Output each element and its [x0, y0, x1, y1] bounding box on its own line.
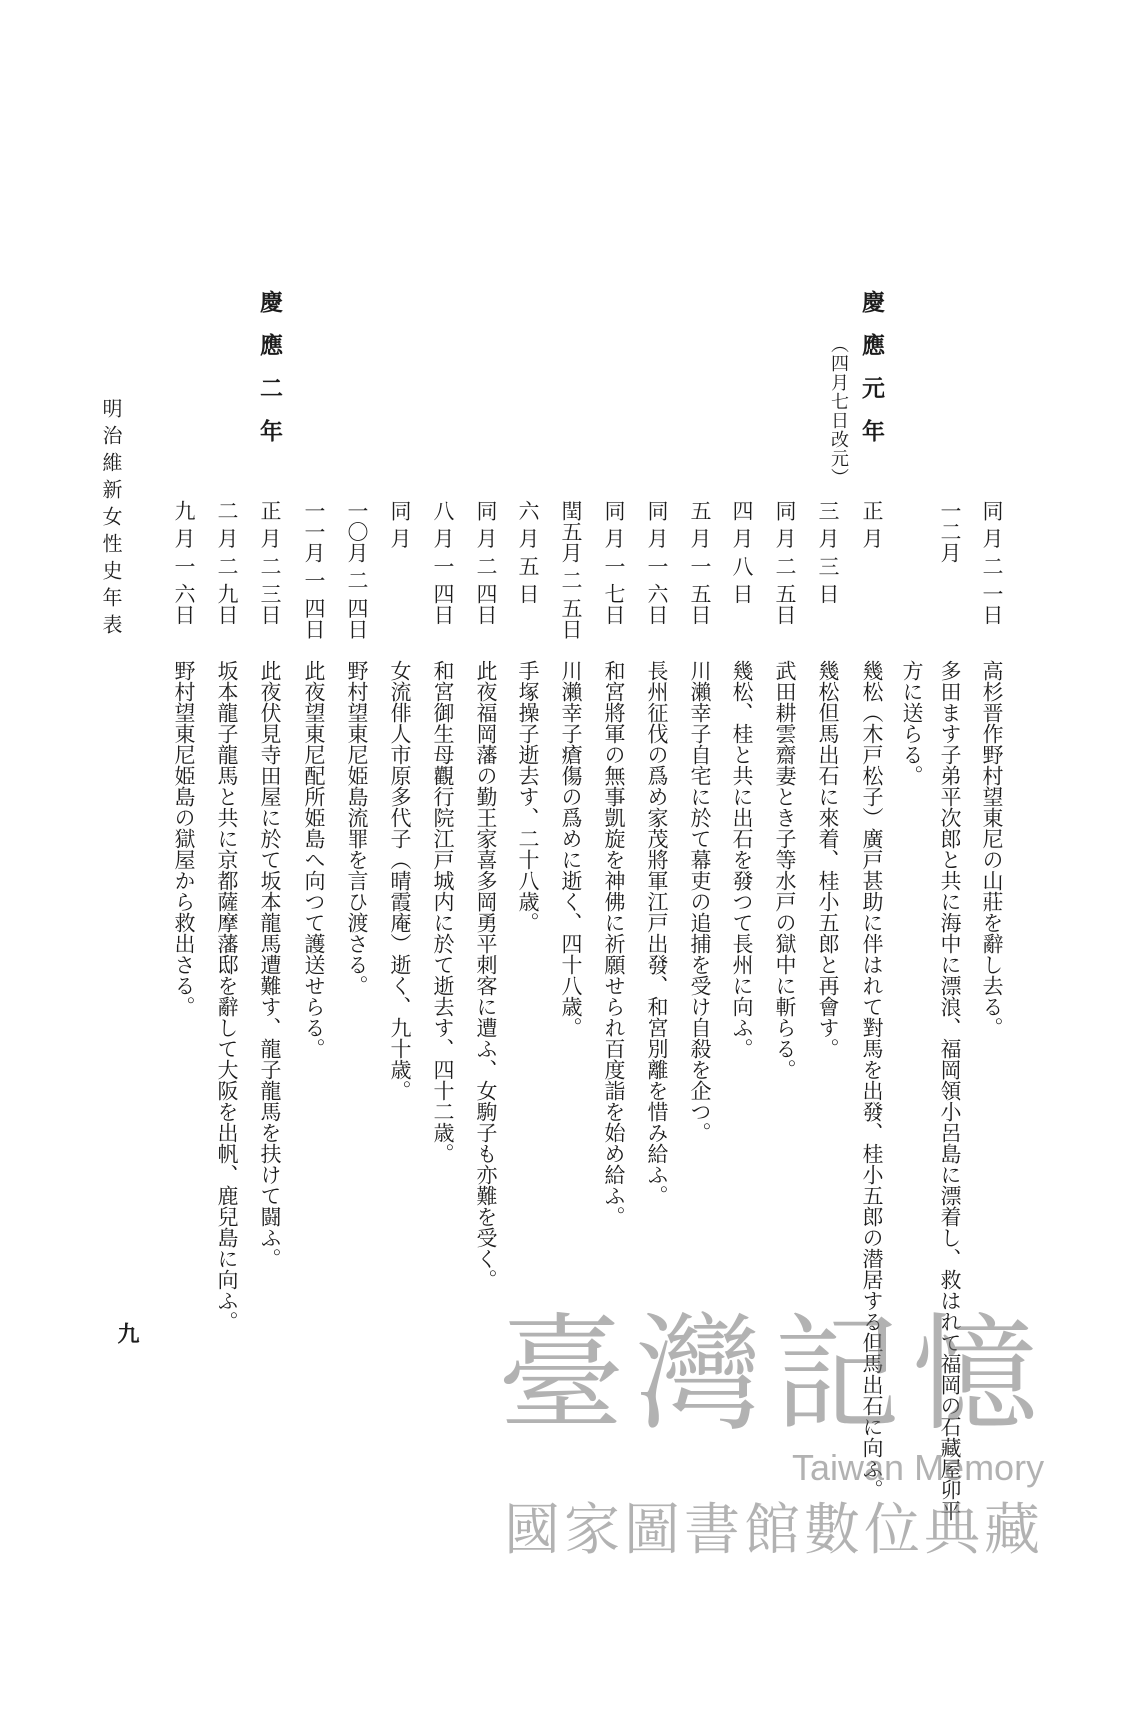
entry-date: 一一月 一 四日	[302, 500, 326, 640]
entry-text: 手塚操子逝去す、二十八歳。	[516, 660, 540, 933]
entry-date: 同 月 二 一日	[980, 500, 1004, 626]
entry-date: 同 月	[388, 500, 412, 549]
entry-text: 川瀨幸子瘡傷の爲めに逝く、四十八歳。	[559, 660, 583, 1038]
entry-date: 閏五月 二 五日	[559, 500, 583, 640]
entry-date: 同 月 一 七日	[602, 500, 626, 626]
entry-date: 同 月 二 四日	[474, 500, 498, 626]
entry-text: 武田耕雲齋妻とき子等水戸の獄中に斬らる。	[773, 660, 797, 1080]
entry-text: 此夜福岡藩の勤王家喜多岡勇平刺客に遭ふ、女駒子も亦難を受く。	[474, 660, 498, 1290]
entry-text: 野村望東尼姫島流罪を言ひ渡さる。	[345, 660, 369, 996]
entry-text: 長州征伐の爲め家茂將軍江戸出發、和宮別離を惜み給ふ。	[645, 660, 669, 1206]
entry-text: 多田ます子弟平次郎と共に海中に漂浪、福岡領小呂島に漂着し、救はれて福岡の石藏屋卯平	[938, 660, 962, 1521]
entry-text: 幾松（木戸松子）廣戸甚助に伴はれて對馬を出發、桂小五郎の潜居する但馬出石に向ふ。	[860, 660, 884, 1500]
entry-date: 正 月	[860, 500, 884, 549]
watermark-logo: 臺灣記憶	[498, 1301, 1050, 1448]
watermark-english: Taiwan Memory	[792, 1447, 1045, 1488]
entry-date: 同 月 二 五日	[773, 500, 797, 626]
watermark-institution: 國家圖書館數位典藏	[504, 1498, 1044, 1563]
page-title: 明治維新女性史年表	[99, 398, 123, 641]
entry-date: 一二月	[938, 500, 962, 563]
era-label: 慶應元年	[858, 290, 885, 462]
entry-text: 此夜望東尼配所姫島へ向つて護送せらる。	[302, 660, 326, 1059]
entry-date: 二 月 二 九日	[215, 500, 239, 626]
entry-text: 和宮將軍の無事凱旋を神佛に祈願せられ百度詣を始め給ふ。	[602, 660, 626, 1227]
entry-text: 幾松但馬出石に來着、桂小五郎と再會す。	[816, 660, 840, 1059]
entry-date: 九 月 一 六日	[172, 500, 196, 626]
entry-date: 四 月 八 日	[730, 500, 754, 605]
entry-text: 坂本龍子龍馬と共に京都薩摩藩邸を辭して大阪を出帆、鹿兒島に向ふ。	[215, 660, 239, 1332]
entry-date: 八 月 一 四日	[431, 500, 455, 626]
page-number: 九	[114, 1322, 140, 1344]
entry-date: 正 月 二 三日	[258, 500, 282, 626]
entry-date: 五 月 一 五日	[688, 500, 712, 626]
entry-text: 幾松、桂と共に出石を發つて長州に向ふ。	[730, 660, 754, 1059]
entry-text: 高杉晋作野村望東尼の山莊を辭し去る。	[980, 660, 1004, 1038]
entry-date: 一〇月 二 四日	[345, 500, 369, 640]
entry-text: 此夜伏見寺田屋に於て坂本龍馬遭難す、龍子龍馬を扶けて闘ふ。	[258, 660, 282, 1269]
entry-text: 女流俳人市原多代子（晴霞庵）逝く、九十歳。	[388, 660, 412, 1101]
entry-text: 和宮御生母觀行院江戸城内に於て逝去す、四十二歳。	[431, 660, 455, 1164]
entry-date: 三 月 三 日	[816, 500, 840, 605]
entry-text-continuation: 方に送らる。	[900, 660, 924, 786]
entry-text: 川瀨幸子自宅に於て幕吏の追捕を受け自殺を企つ。	[688, 660, 712, 1143]
era-note: （四月七日改元）	[828, 335, 849, 487]
entry-text: 野村望東尼姫島の獄屋から救出さる。	[172, 660, 196, 1017]
era-label: 慶應二年	[256, 290, 283, 462]
entry-date: 六 月 五 日	[516, 500, 540, 605]
entry-date: 同 月 一 六日	[645, 500, 669, 626]
